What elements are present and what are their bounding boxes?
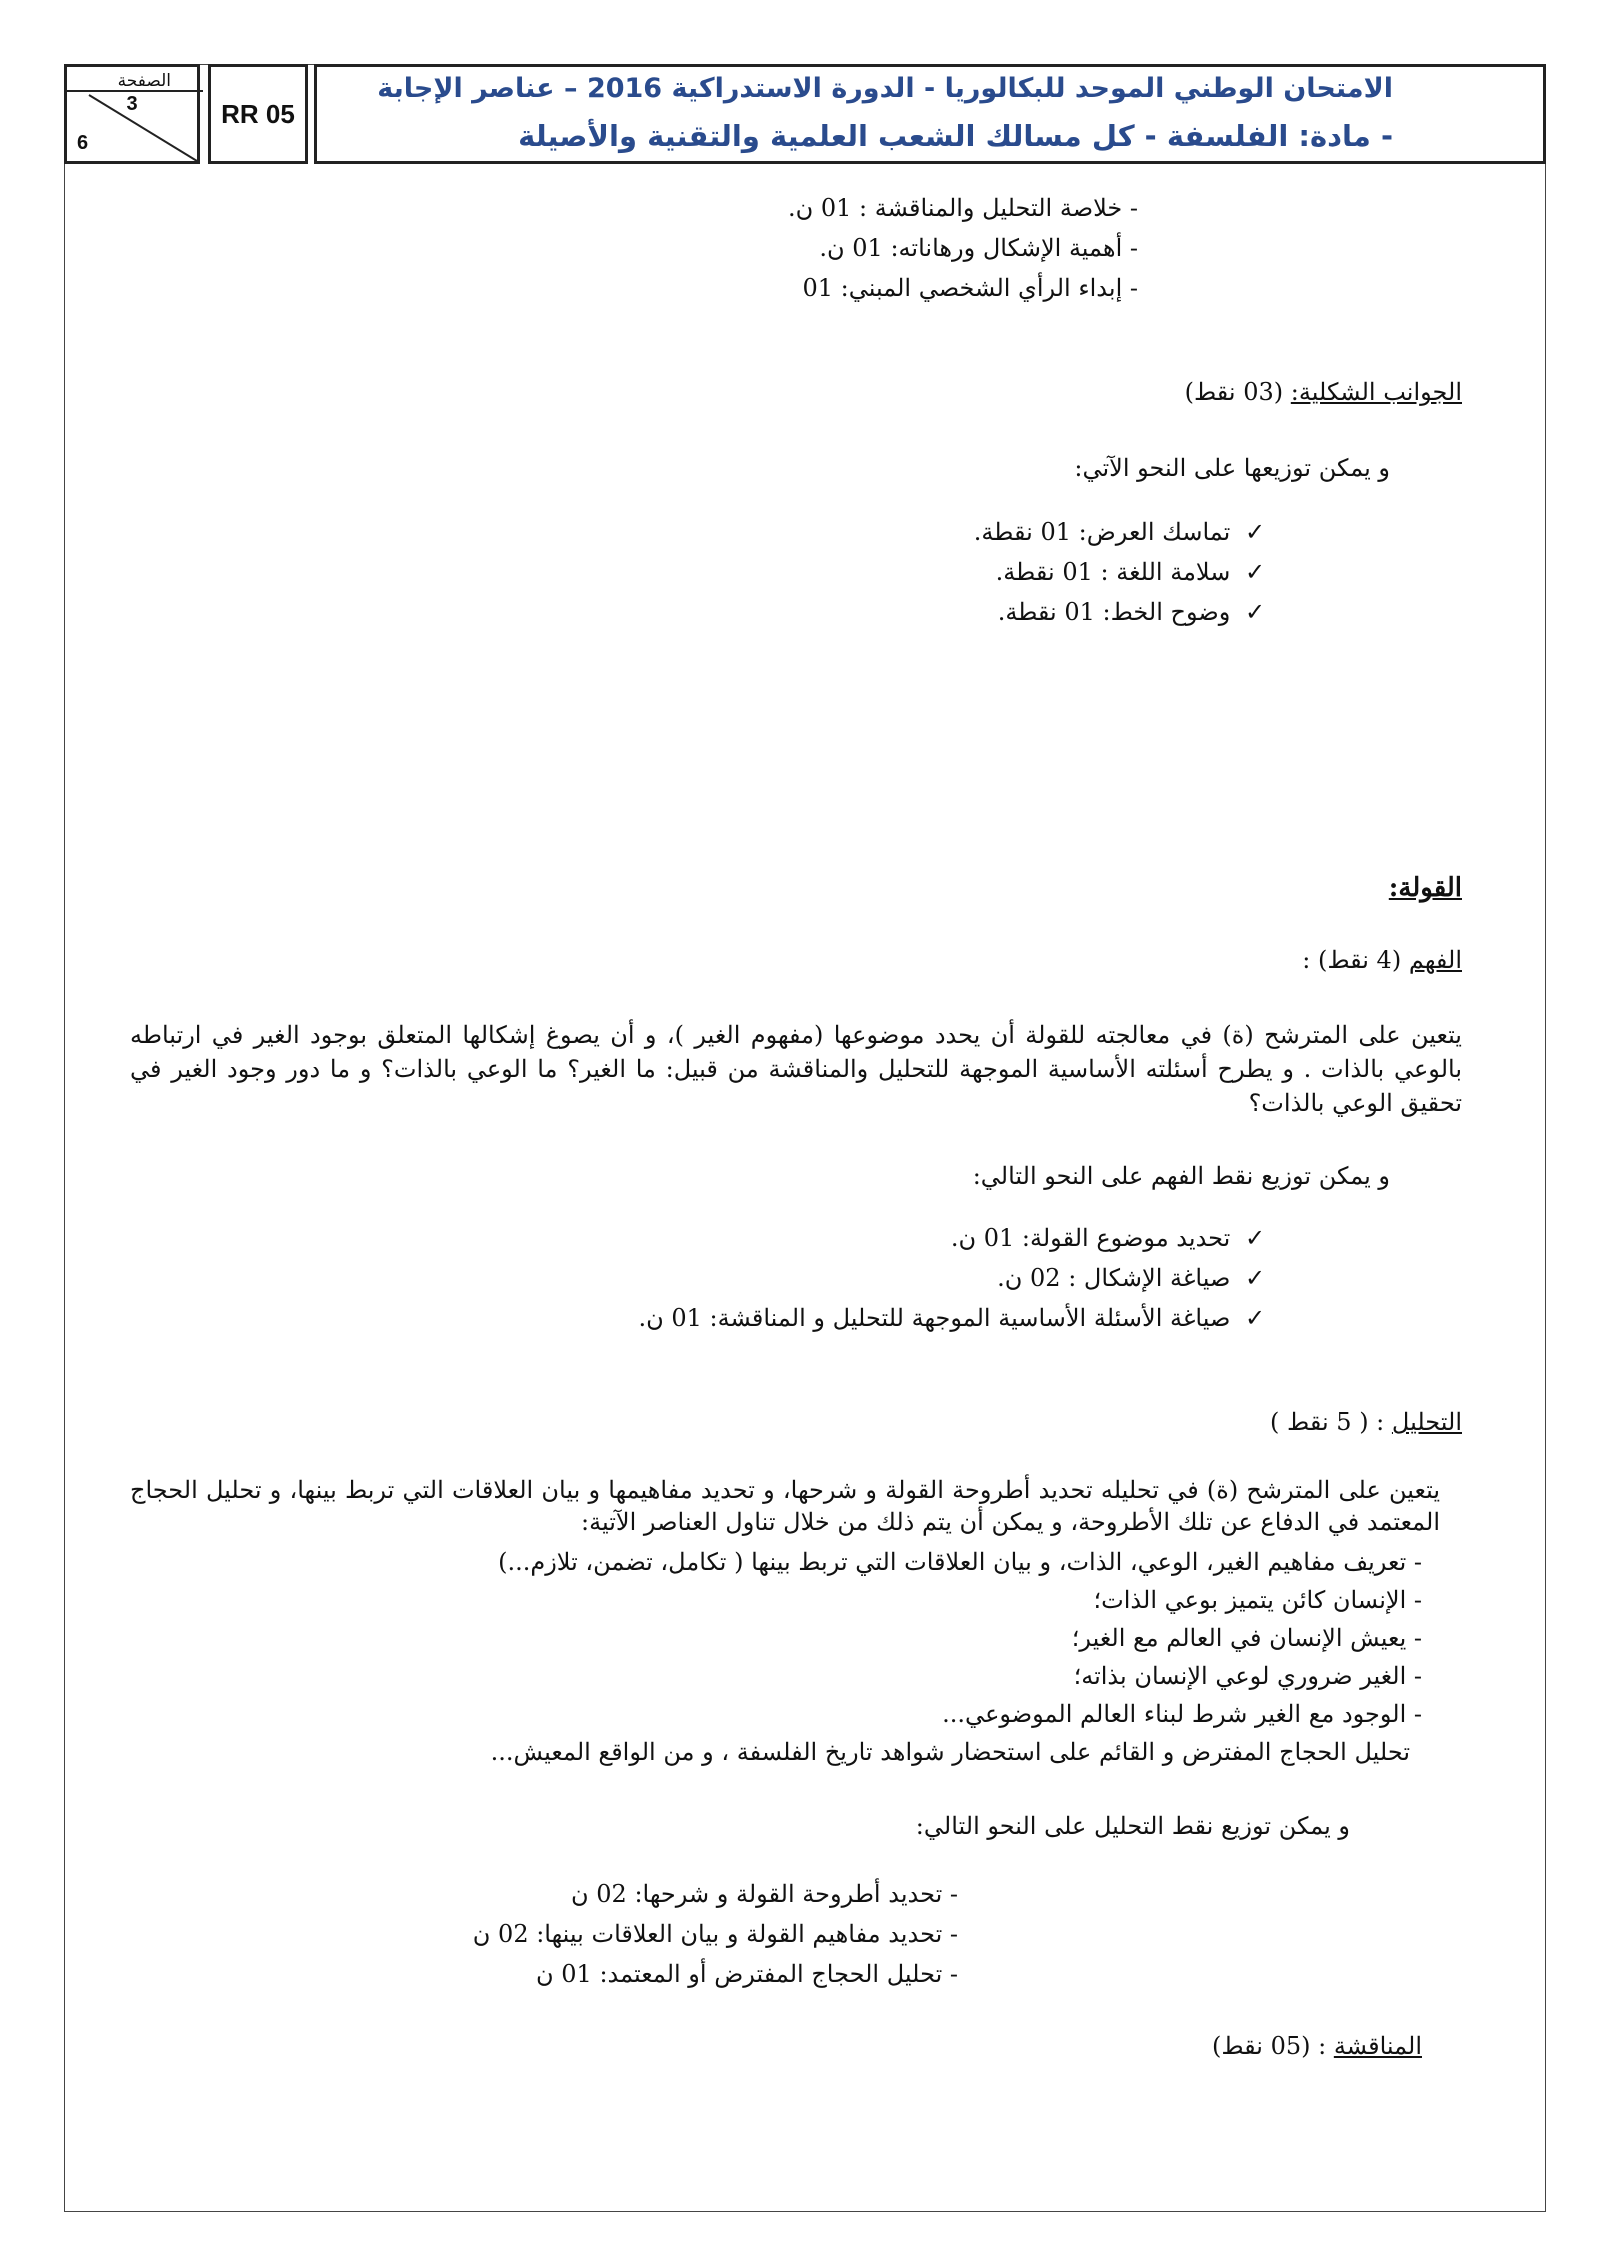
check-item-text: صياغة الإشكال : 02 ن. <box>997 1264 1231 1292</box>
analysis-element: - يعيش الإنسان في العالم مع الغير؛ <box>1071 1624 1422 1652</box>
analysis-paragraph: يتعين على المترشح (ة) في تحليله تحديد أطروحة القولة و شرحها، و تحديد مفاهيمها و بيان العلاقات التي تربط بينها، و تحليل الحجاج المعتمد في الدفاع عن تلك الأطروحة، و يمكن أن يتم ذلك من خلال تناول العناصر الآتية: <box>130 1476 1440 1536</box>
formal-heading-line <box>1185 376 1462 408</box>
list-item: - أهمية الإشكال ورهاناته: 01 ن. <box>819 234 1138 262</box>
check-item-text: تماسك العرض: 01 نقطة. <box>973 518 1231 546</box>
section-points: : ( 5 نقط ) <box>1270 1408 1385 1436</box>
check-item <box>974 516 1272 548</box>
check-item <box>998 596 1272 628</box>
page-total: 6 <box>77 132 89 154</box>
checkmark-icon: ✓ <box>1244 558 1266 586</box>
exam-title: الامتحان الوطني الموحد للبكالوريا - الدورة الاستدراكية 2016 – عناصر الإجابة <box>377 73 1393 104</box>
analysis-item: - تحديد أطروحة القولة و شرحها: 02 ن <box>571 1880 958 1908</box>
analysis-element: - الغير ضروري لوعي الإنسان بذاته؛ <box>1073 1662 1422 1690</box>
checkmark-icon: ✓ <box>1244 598 1266 626</box>
understanding-heading-line <box>1302 944 1462 976</box>
analysis-element: تحليل الحجاج المفترض و القائم على استحضار شواهد تاريخ الفلسفة ، و من الواقع المعيش... <box>490 1738 1410 1766</box>
analysis-heading-line <box>1270 1406 1462 1438</box>
list-item: - خلاصة التحليل والمناقشة : 01 ن. <box>787 194 1138 222</box>
section-points: (03 نقط) <box>1184 378 1284 406</box>
subject-title: - مادة: الفلسفة - كل مسالك الشعب العلمية والتقنية والأصيلة <box>518 119 1393 153</box>
understanding-paragraph: يتعين على المترشح (ة) في معالجته للقولة أن يحدد موضوعها (مفهوم الغير )، و أن يصوغ إشكالها المتعلق بوجود الغير في ارتباطه بالوعي بالذات . و يطرح أسئلته الأساسية الموجهة للتحليل والمناقشة من قبيل: ما الغير؟ ما الوعي بالذات؟ و ما دور وجود الغير في تحقيق الوعي بالذات؟ <box>130 1021 1462 1117</box>
check-item <box>996 556 1272 588</box>
understanding-intro: و يمكن توزيع نقط الفهم على النحو التالي: <box>972 1162 1390 1190</box>
page-current: 3 <box>126 93 138 115</box>
section-points: : (05 نقط) <box>1211 2032 1327 2060</box>
check-item <box>638 1302 1272 1334</box>
page-label: الصفحة <box>117 71 171 91</box>
checkmark-icon: ✓ <box>1244 1264 1266 1292</box>
discussion-heading-line <box>1212 2030 1422 2062</box>
list-item: - إبداء الرأي الشخصي المبني: 01 <box>802 274 1138 302</box>
analysis-element: - الوجود مع الغير شرط لبناء العالم الموضوعي... <box>942 1700 1422 1728</box>
section-heading: الفهم <box>1408 946 1462 974</box>
section-heading: المناقشة <box>1333 2032 1422 2060</box>
section-points: (4 نقط) : <box>1302 946 1402 974</box>
analysis-item: - تحديد مفاهيم القولة و بيان العلاقات بينها: 02 ن <box>472 1920 958 1948</box>
exam-code: RR 05 <box>208 64 308 164</box>
check-item-text: تحديد موضوع القولة: 01 ن. <box>950 1224 1231 1252</box>
section-heading: التحليل <box>1391 1408 1462 1436</box>
checkmark-icon: ✓ <box>1244 1304 1266 1332</box>
check-item-text: سلامة اللغة : 01 نقطة. <box>995 558 1231 586</box>
check-item <box>997 1262 1272 1294</box>
analysis-intro: و يمكن توزيع نقط التحليل على النحو التالي: <box>915 1812 1350 1840</box>
check-item-text: صياغة الأسئلة الأساسية الموجهة للتحليل و المناقشة: 01 ن. <box>638 1304 1231 1332</box>
check-item <box>951 1222 1272 1254</box>
checkmark-icon: ✓ <box>1244 518 1266 546</box>
analysis-item: - تحليل الحجاج المفترض أو المعتمد: 01 ن <box>536 1960 958 1988</box>
check-item-text: وضوح الخط: 01 نقطة. <box>997 598 1231 626</box>
checkmark-icon: ✓ <box>1244 1224 1266 1252</box>
analysis-element: - الإنسان كائن يتميز بوعي الذات؛ <box>1093 1586 1422 1614</box>
section-heading: الجوانب الشكلية: <box>1290 378 1462 406</box>
analysis-element: - تعريف مفاهيم الغير، الوعي، الذات، و بيان العلاقات التي تربط بينها ( تكامل، تضمن، تلازم...) <box>498 1548 1422 1576</box>
quote-heading: القولة: <box>1388 873 1462 903</box>
formal-intro: و يمكن توزيعها على النحو الآتي: <box>1074 454 1390 482</box>
